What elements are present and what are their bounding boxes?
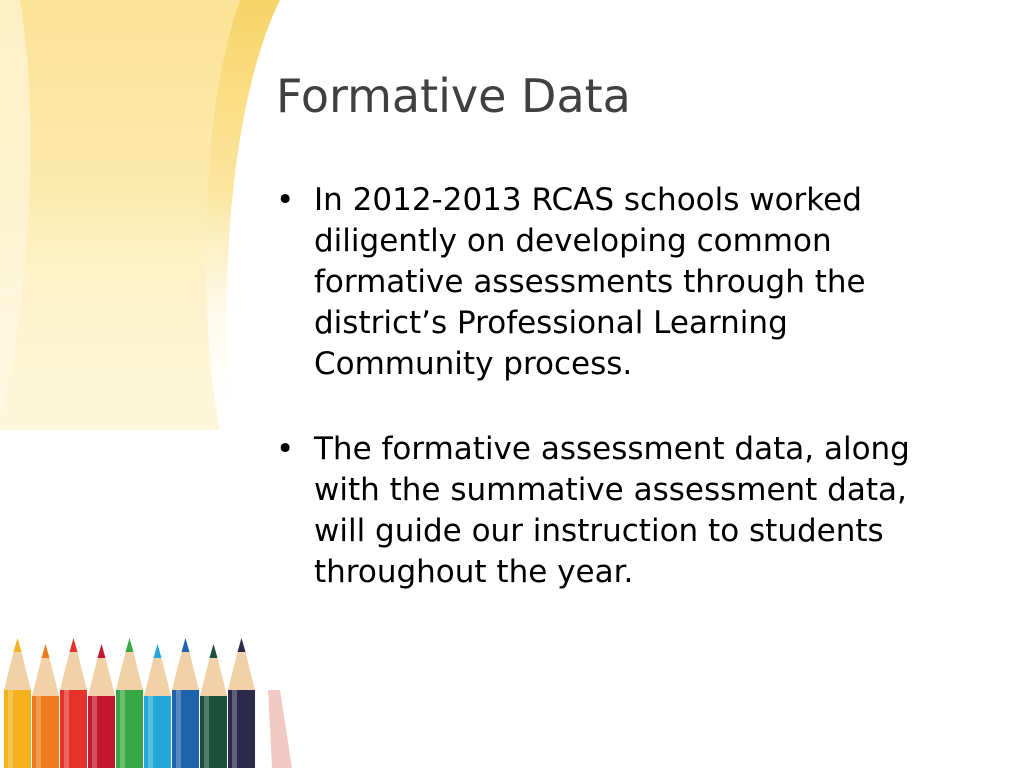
pencil-lead — [42, 644, 50, 658]
bullet-marker: • — [276, 431, 295, 467]
pencil-shine — [176, 690, 181, 768]
pencil — [200, 644, 227, 768]
pencil-shine — [232, 690, 237, 768]
bullet-text: In 2012-2013 RCAS schools worked diligently on developing common formative assessments through the district’s Professional Learning Community process. — [314, 182, 866, 382]
pencil — [32, 644, 59, 768]
pencil-lead — [238, 638, 246, 652]
pencil-shine — [8, 690, 13, 768]
pencil-shine — [204, 696, 209, 768]
pencil-wood — [228, 652, 255, 690]
pencil-shine — [148, 696, 153, 768]
bullet-text: The formative assessment data, along with the summative assessment data, will guide our instruction to students throughout the year. — [314, 431, 910, 590]
pencil — [172, 638, 199, 768]
pencil-shine — [120, 690, 125, 768]
pencil — [228, 638, 255, 768]
yellow-swoosh-highlight — [0, 0, 240, 430]
pencil-wood — [88, 658, 115, 696]
colored-pencils-illustration — [4, 638, 292, 768]
pencil-lead — [70, 638, 78, 652]
pencil-lead — [98, 644, 106, 658]
pencil-lead — [154, 644, 162, 658]
pencil-lead — [182, 638, 190, 652]
pencil — [4, 638, 31, 768]
pencil-wood — [4, 652, 31, 690]
pencil — [60, 638, 87, 768]
slide-title: Formative Data — [276, 69, 631, 123]
pencil — [144, 644, 171, 768]
pencil-lead — [126, 638, 134, 652]
pencil — [88, 644, 115, 768]
pencil-shine — [36, 696, 41, 768]
pencil-lead — [14, 638, 22, 652]
pencil-lead — [210, 644, 218, 658]
pencil-wood — [60, 652, 87, 690]
bullet-list — [270, 180, 960, 637]
pencil — [116, 638, 143, 768]
pencil-wood — [144, 658, 171, 696]
pencil-wood — [200, 658, 227, 696]
pencil-shine — [64, 690, 69, 768]
bullet-item — [270, 429, 960, 593]
bullet-item — [270, 180, 960, 385]
pencil-wood — [116, 652, 143, 690]
pencil-shine — [92, 696, 97, 768]
bullet-marker: • — [276, 182, 295, 218]
pencil-shadow — [268, 690, 292, 768]
pencil-wood — [172, 652, 199, 690]
pencil-wood — [32, 658, 59, 696]
